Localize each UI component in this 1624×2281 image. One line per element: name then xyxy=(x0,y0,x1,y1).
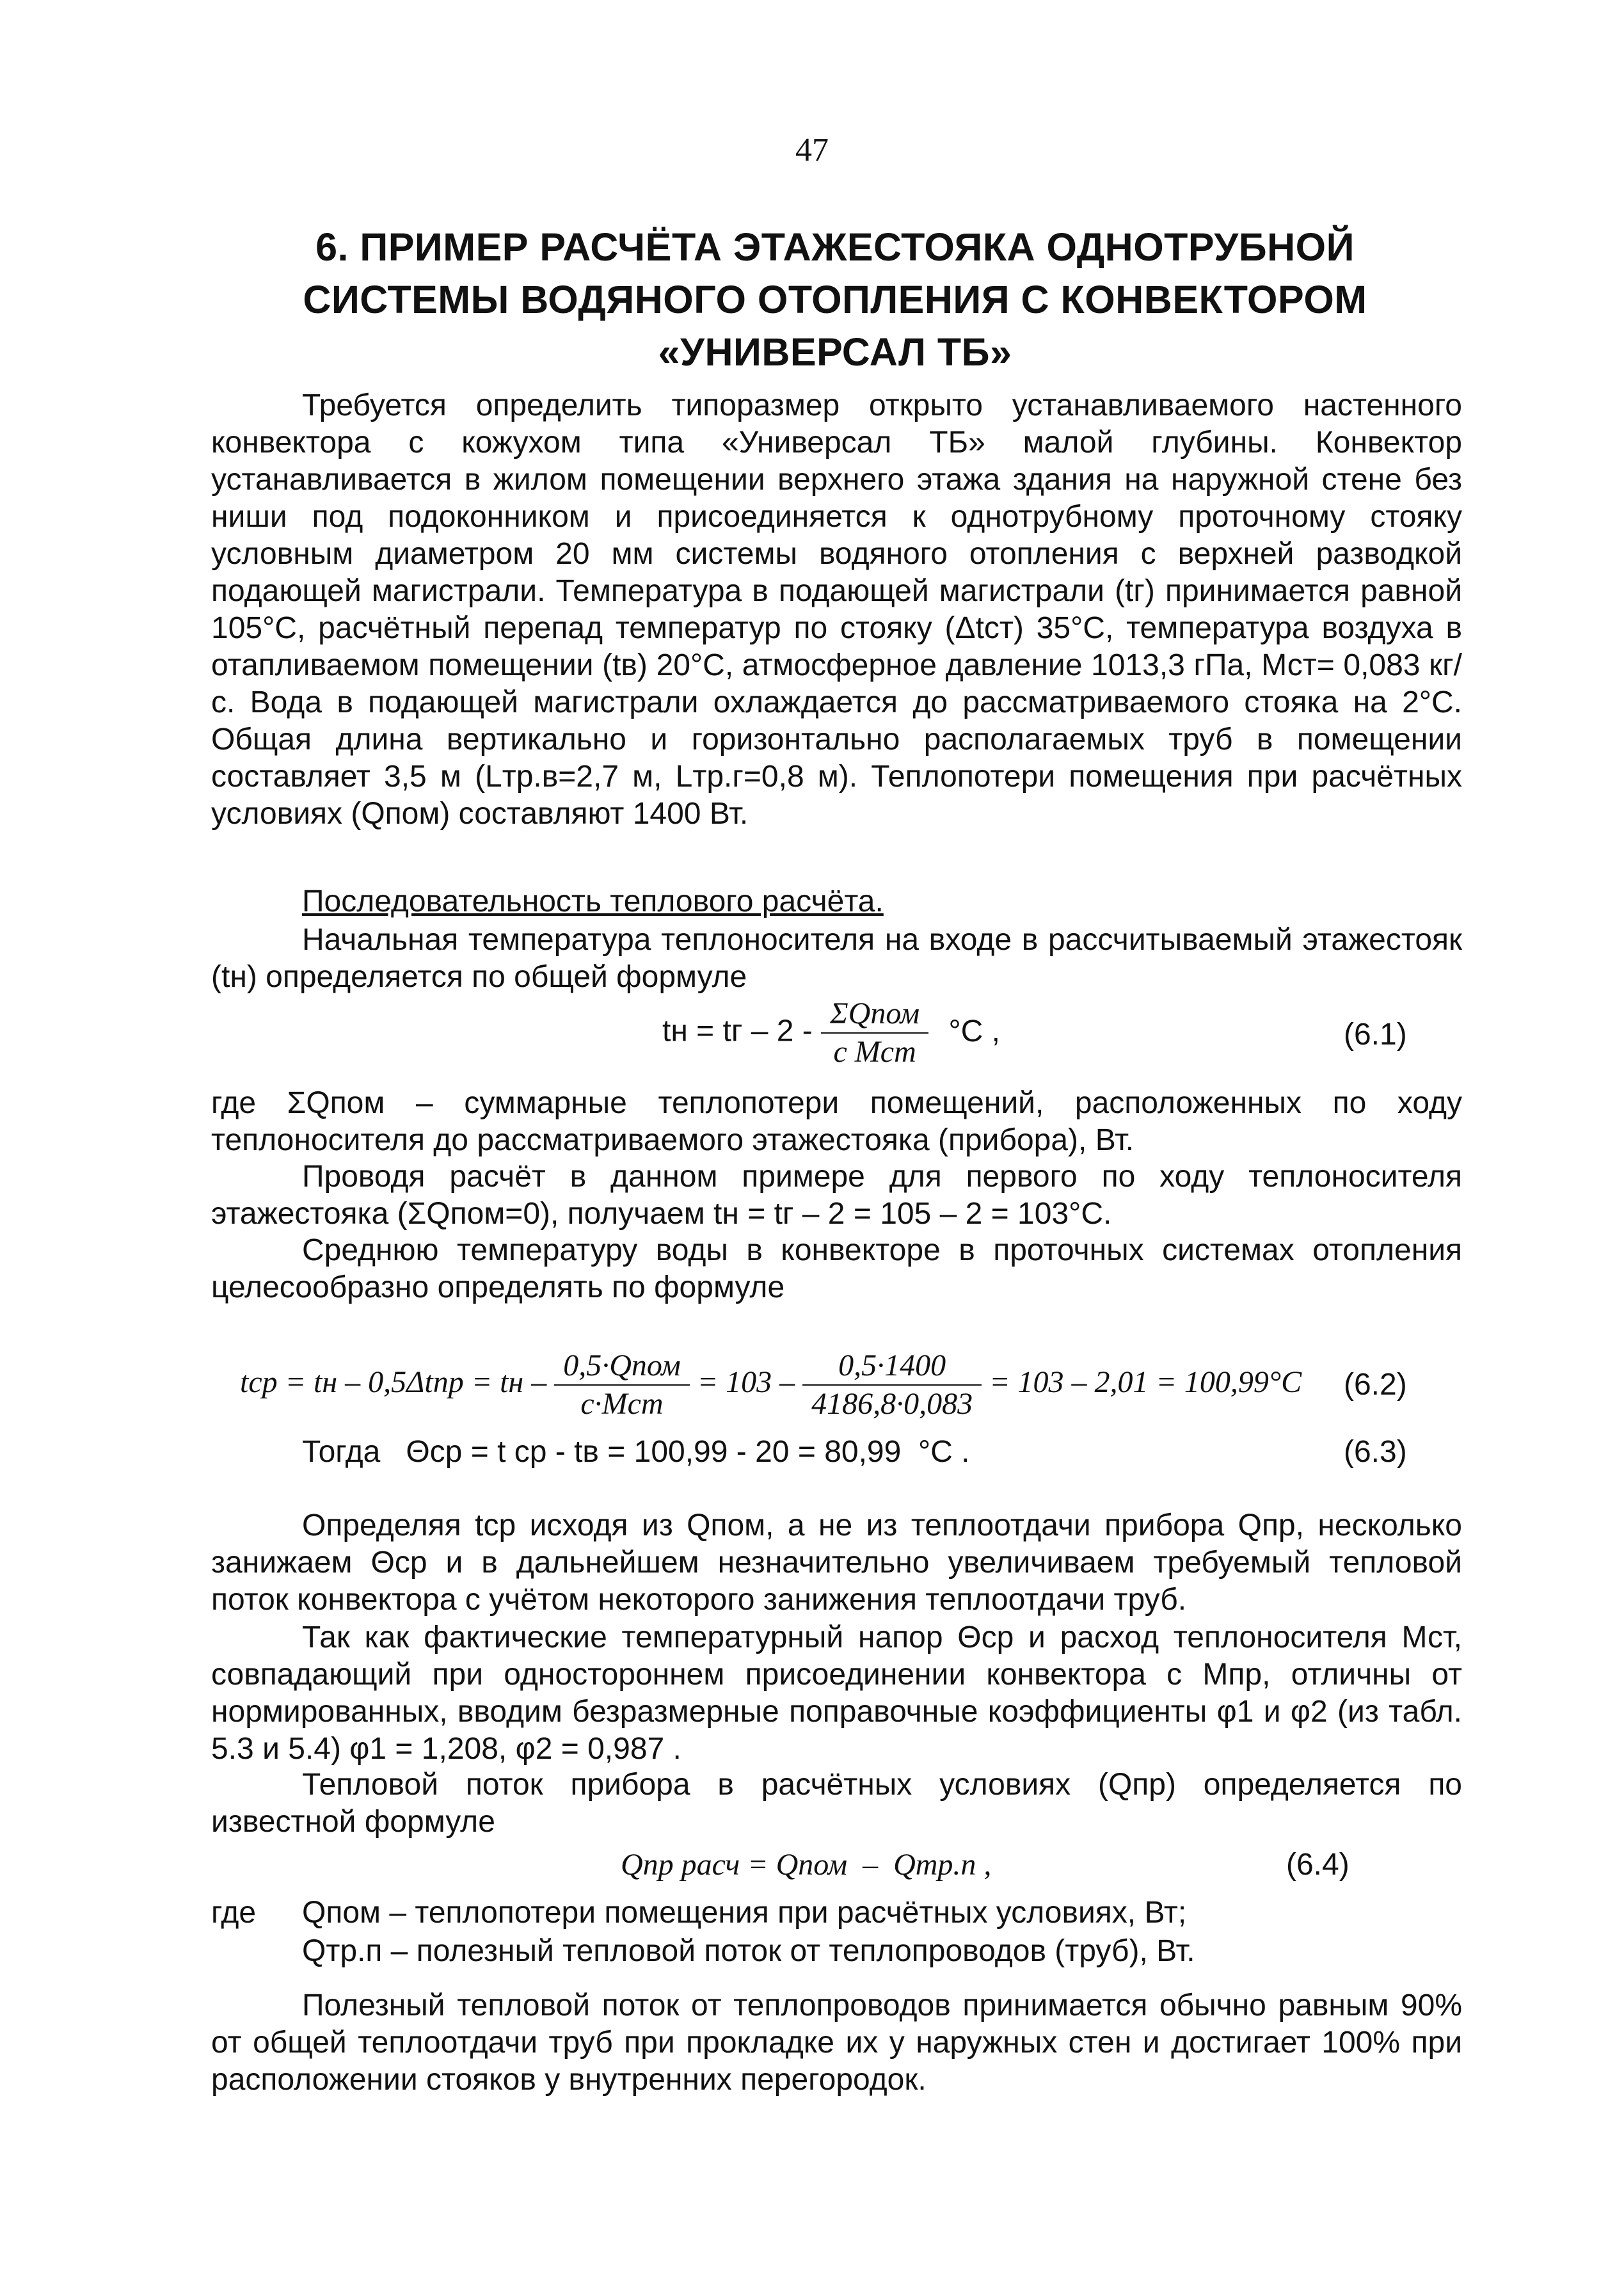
where-label: где xyxy=(211,1896,257,1930)
eq-numerator: 0,5·1400 xyxy=(802,1347,982,1386)
page-title xyxy=(211,221,1459,378)
where-definition: Qтр.п – полезный тепловой поток от теплопроводов (труб), Вт. xyxy=(302,1934,1195,1968)
eq-denominator: 4186,8·0,083 xyxy=(811,1387,973,1421)
eq-numerator: ΣQпом xyxy=(821,995,928,1034)
define-paragraph: Определяя tср исходя из Qпом, а не из теплоотдачи прибора Qпр, несколько занижаем Θср и в дальнейшем незначительно увеличиваем требуемый тепловой поток конвектора с учётом некоторого занижения теплоотдачи труб. xyxy=(211,1509,1462,1617)
final-paragraph: Полезный тепловой поток от теплопроводов принимается обычно равным 90% от общей теплоотдачи труб при прокладке их у наружных стен и достигает 100% при расположении стояков у внутренних перегородок. xyxy=(211,1989,1462,2097)
coefficients-paragraph: Так как фактические температурный напор Θср и расход теплоносителя Мст, совпадающий при одностороннем присоединении конвектора с Мпр, отличны от нормированных, вводим безразмерные поправочные коэффициенты φ1 и φ2 (из табл. 5.3 и 5.4) φ1 = 1,208, φ2 = 0,987 . xyxy=(211,1621,1462,1766)
equation-number: (6.3) xyxy=(1344,1435,1407,1469)
page-number: 47 xyxy=(795,132,829,168)
title-line: 6. ПРИМЕР РАСЧЁТА ЭТАЖЕСТОЯКА ОДНОТРУБНОЙ xyxy=(315,225,1355,269)
where-definition: Qпом – теплопотери помещения при расчётных условиях, Вт; xyxy=(302,1896,1187,1930)
eq-fraction xyxy=(554,1347,689,1423)
equation-number: (6.2) xyxy=(1344,1368,1407,1402)
equation-number: (6.4) xyxy=(1286,1848,1349,1882)
equation-6-4: Qпр расч = Qпом – Qтр.п , xyxy=(621,1848,992,1882)
equation-6-3: Тогда Θср = t ср - tв = 100,99 - 20 = 80,99 °C . xyxy=(302,1435,970,1469)
initial-temp-paragraph: Начальная температура теплоносителя на входе в рассчитываемый этажестояк (tн) определяется по общей формуле xyxy=(211,923,1462,994)
sequence-heading: Последовательность теплового расчёта. xyxy=(302,884,884,918)
eq-denominator: c Mст xyxy=(833,1035,916,1069)
equation-6-2 xyxy=(240,1347,1302,1423)
mean-temp-paragraph: Среднюю температуру воды в конвекторе в проточных системах отопления целесообразно определять по формуле xyxy=(211,1233,1462,1304)
eq-lhs: tн = tг – 2 - xyxy=(662,1014,813,1048)
eq-fraction xyxy=(821,995,928,1071)
first-riser-paragraph: Проводя расчёт в данном примере для первого по ходу теплоносителя этажестояка (ΣQпом=0), получаем tн = tг – 2 = 105 – 2 = 103°С. xyxy=(211,1160,1462,1231)
eq-part: = 103 – xyxy=(697,1365,795,1400)
title-line: СИСТЕМЫ ВОДЯНОГО ОТОПЛЕНИЯ С КОНВЕКТОРОМ xyxy=(303,278,1367,321)
equation-6-1 xyxy=(662,995,1000,1071)
eq-denominator: c·Mст xyxy=(580,1387,664,1421)
eq-fraction xyxy=(802,1347,982,1423)
where-paragraph: где ΣQпом – суммарные теплопотери помещений, расположенных по ходу теплоносителя до рассматриваемого этажестояка (прибора), Вт. xyxy=(211,1086,1462,1157)
eq-numerator: 0,5·Qпом xyxy=(554,1347,689,1386)
eq-part: tср = tн – 0,5Δtпр = tн – xyxy=(240,1365,547,1400)
equation-number: (6.1) xyxy=(1344,1018,1407,1052)
intro-paragraph: Требуется определить типоразмер открыто устанавливаемого настенного конвектора с кожухом типа «Универсал ТБ» малой глубины. Конвектор устанавливается в жилом помещении верхнего этажа здания на наружной стене без ниши под подоконником и присоединяется к однотрубному проточному стояку условным диаметром 20 мм системы водяного отопления с верхней разводкой подающей магистрали. Температура в подающей магистрали (tг) принимается равной 105°С, расчётный перепад температур по стояку (Δtст) 35°С, температура воздуха в отапливаемом помещении (tв) 20°С, атмосферное давление 1013,3 гПа, Мст= 0,083 кг/с. Вода в подающей магистрали охлаждается до рассматриваемого стояка на 2°С. Общая длина вертикально и горизонтально располагаемых труб в помещении составляет 3,5 м (Lтр.в=2,7 м, Lтр.г=0,8 м). Теплопотери помещения при расчётных условиях (Qпом) составляют 1400 Вт. xyxy=(211,388,1462,831)
eq-part: = 103 – 2,01 = 100,99°C xyxy=(989,1365,1302,1400)
eq-unit: °C , xyxy=(948,1014,1000,1048)
title-line: «УНИВЕРСАЛ ТБ» xyxy=(658,330,1012,374)
heat-flow-paragraph: Тепловой поток прибора в расчётных условиях (Qпр) определяется по известной формуле xyxy=(211,1768,1462,1839)
